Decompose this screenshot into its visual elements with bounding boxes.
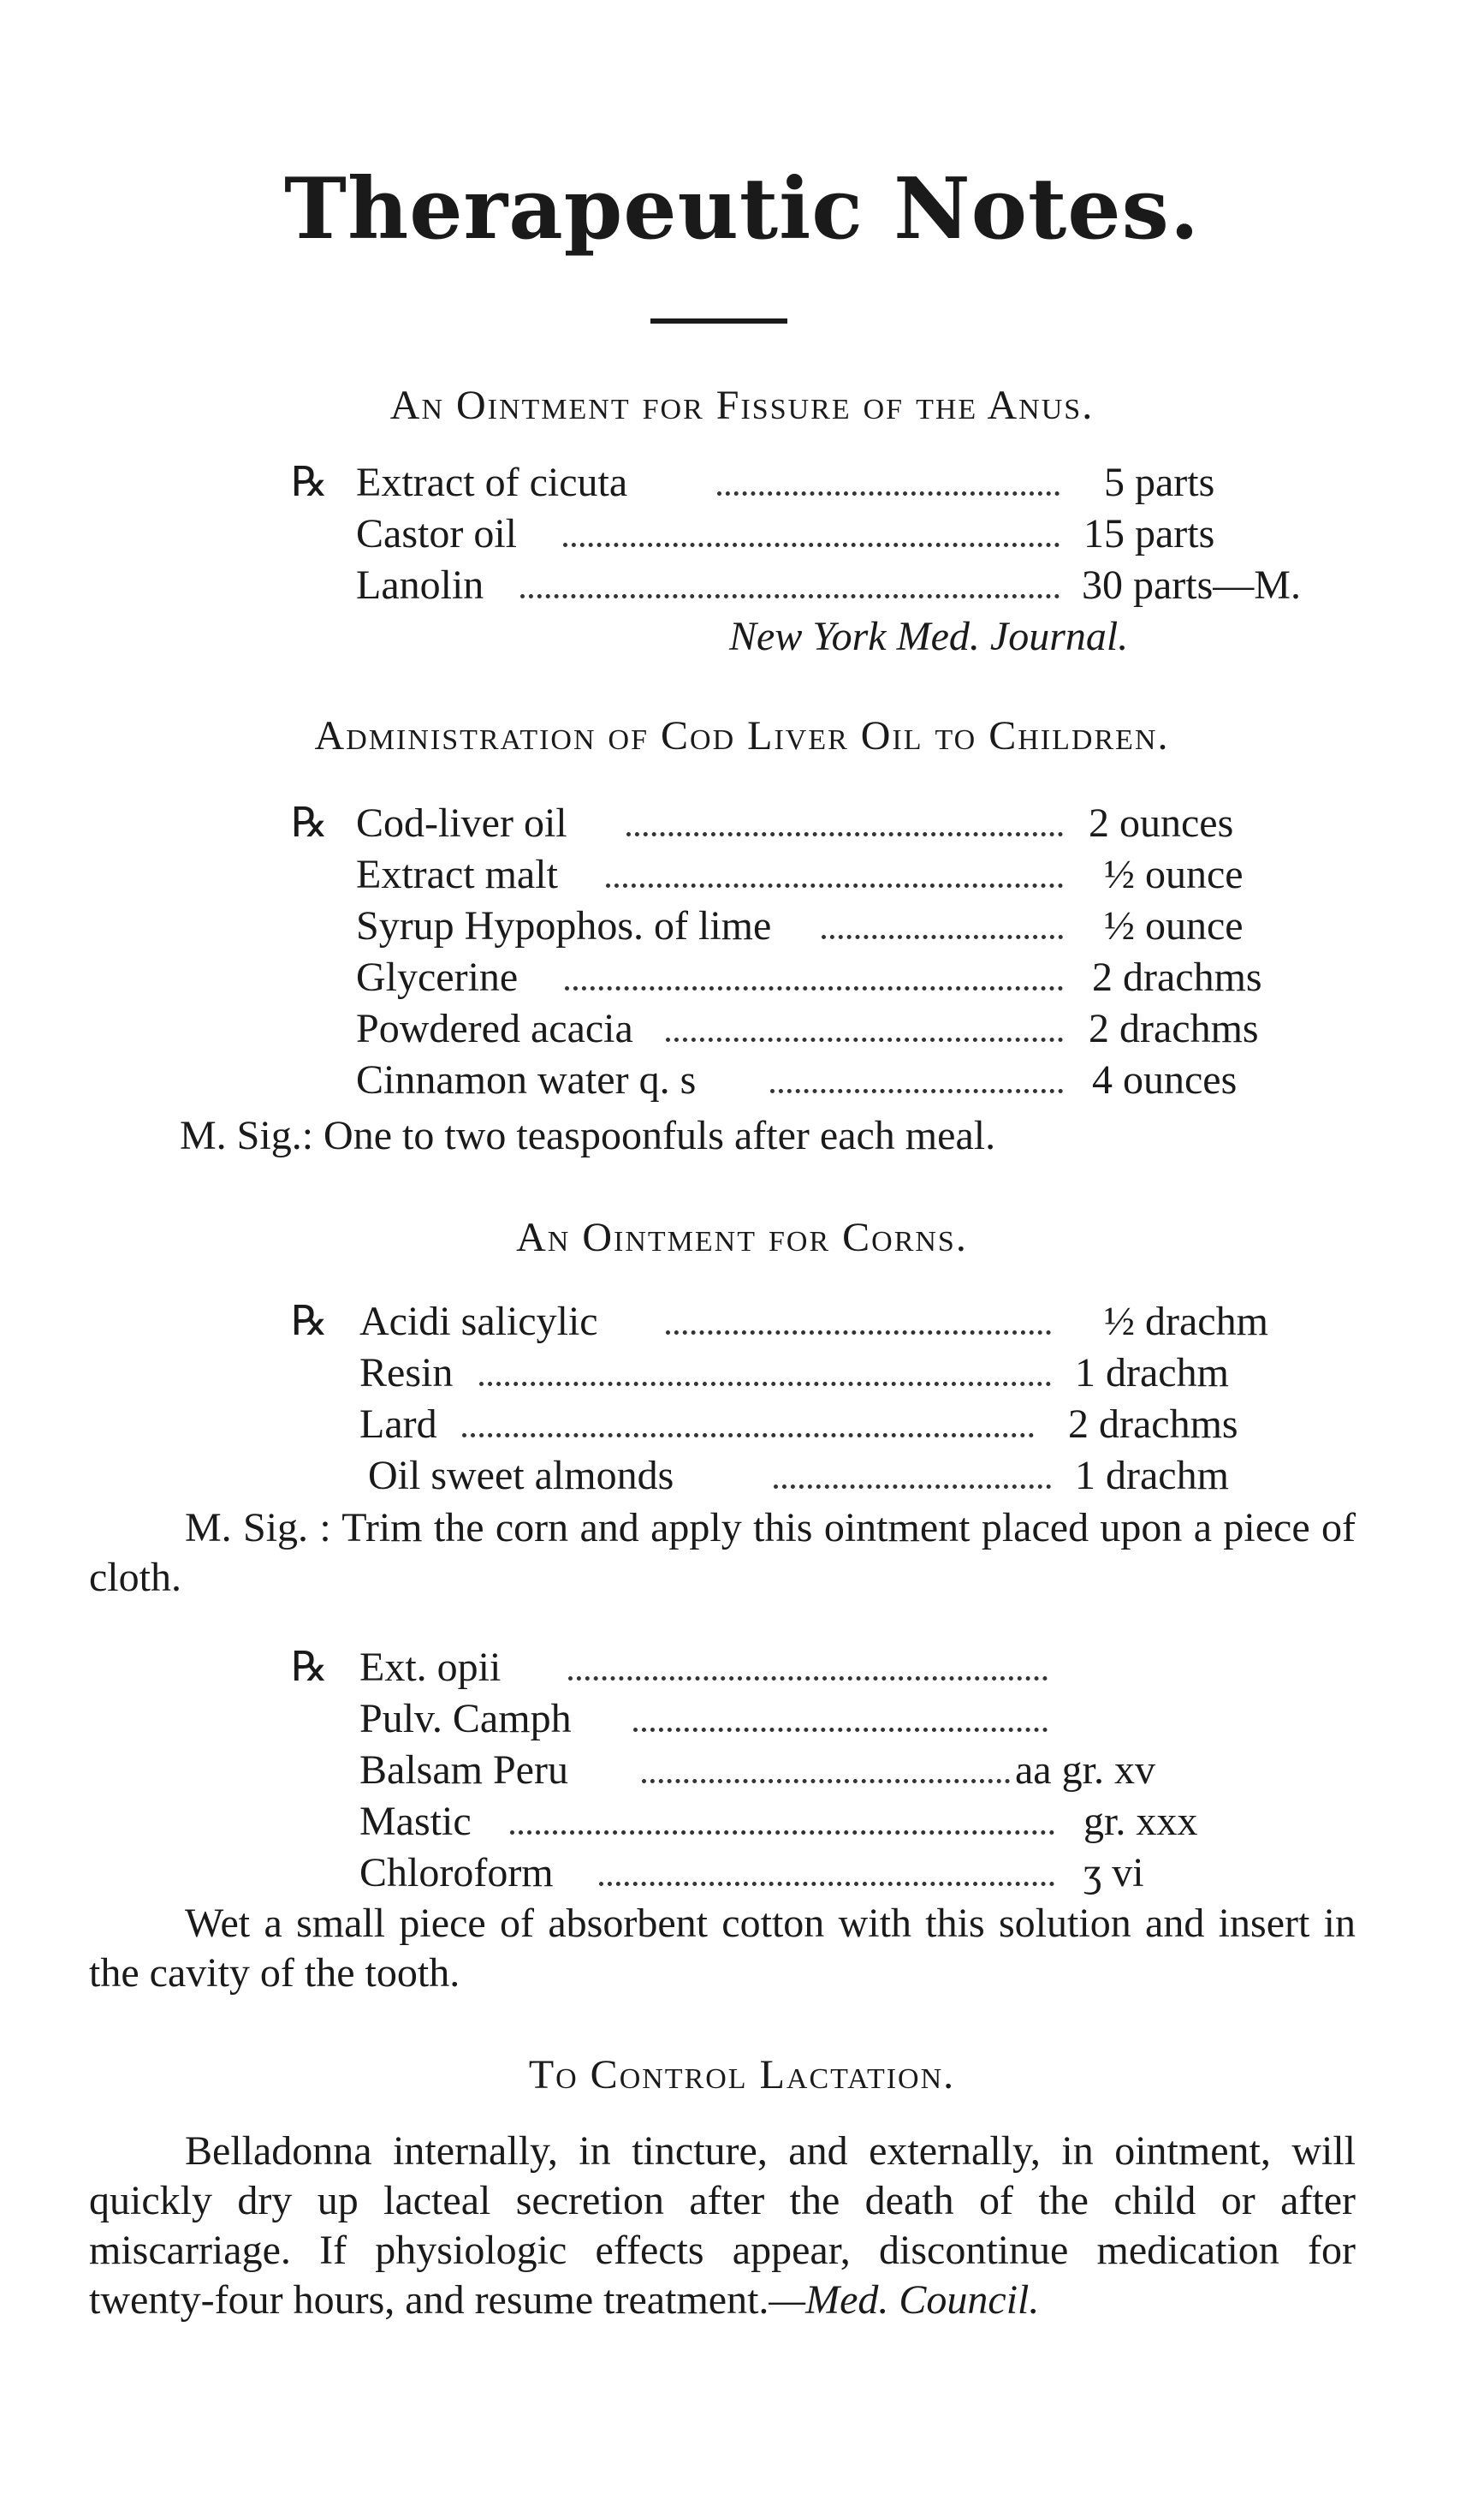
ingredient-name: Lard bbox=[359, 1401, 437, 1447]
rx-symbol: ℞ bbox=[291, 460, 329, 505]
section-heading-corns: An Ointment for Corns. bbox=[516, 1215, 968, 1260]
page-title: Therapeutic Notes. bbox=[284, 160, 1200, 259]
ingredient-name: Chloroform bbox=[359, 1850, 554, 1895]
ingredient-name: Oil sweet almonds bbox=[368, 1453, 674, 1498]
section-heading-lactation: To Control Lactation. bbox=[528, 2052, 956, 2097]
ingredient-name: Syrup Hypophos. of lime bbox=[356, 903, 772, 949]
ingredient-name: Mastic bbox=[359, 1799, 472, 1844]
leader-dots bbox=[510, 1789, 1054, 1835]
leader-dots bbox=[642, 1738, 1010, 1783]
section-heading-cod-liver-oil: Administration of Cod Liver Oil to Children. bbox=[314, 713, 1170, 759]
ingredient-name: Acidi salicylic bbox=[359, 1299, 598, 1344]
leader-dots bbox=[599, 1841, 1054, 1886]
leader-dots bbox=[626, 791, 1063, 836]
lactation-paragraph bbox=[89, 2127, 1356, 2325]
leader-dots bbox=[568, 1635, 1048, 1681]
ingredient-quantity: 2 drachms bbox=[1068, 1401, 1238, 1447]
leader-dots bbox=[774, 1443, 1051, 1489]
leader-dots bbox=[565, 945, 1063, 991]
ingredient-quantity: 1 drachm bbox=[1075, 1453, 1229, 1498]
leader-dots bbox=[563, 502, 1060, 547]
ingredient-name: Extract malt bbox=[356, 852, 558, 897]
section-heading-fissure: An Ointment for Fissure of the Anus. bbox=[389, 383, 1095, 428]
leader-dots bbox=[666, 1289, 1051, 1335]
leader-dots bbox=[633, 1687, 1048, 1732]
leader-dots bbox=[822, 894, 1063, 939]
leader-dots bbox=[770, 1048, 1063, 1093]
ingredient-quantity: 2 ounces bbox=[1089, 800, 1234, 846]
ingredient-name: Pulv. Camph bbox=[359, 1696, 572, 1741]
rx-symbol: ℞ bbox=[291, 1645, 329, 1690]
rx-symbol: ℞ bbox=[291, 800, 329, 846]
ingredient-quantity: 30 parts—M. bbox=[1082, 562, 1301, 608]
title-rule bbox=[650, 318, 787, 324]
lactation-text: Belladonna internally, in tincture, and externally, in ointment, will quickly dry up lacteal secretion after the death of the child or after miscarriage. If physiologic effects appear, discontinue medication for twenty-four hours, and resume treatment. bbox=[89, 2128, 1356, 2323]
ingredient-name: Extract of cicuta bbox=[356, 460, 628, 505]
ingredient-quantity: ½ ounce bbox=[1104, 903, 1244, 949]
ingredient-quantity: ½ ounce bbox=[1104, 852, 1244, 897]
leader-dots bbox=[666, 997, 1063, 1042]
leader-dots bbox=[462, 1392, 1034, 1437]
leader-dots bbox=[520, 553, 1060, 598]
ingredient-name: Resin bbox=[359, 1350, 454, 1395]
ingredient-quantity: 2 drachms bbox=[1089, 1006, 1259, 1051]
ingredient-name: Cod-liver oil bbox=[356, 800, 567, 846]
leader-dots bbox=[479, 1341, 1051, 1386]
ingredient-quantity: 4 ounces bbox=[1092, 1057, 1238, 1103]
ingredient-name: Powdered acacia bbox=[356, 1006, 633, 1051]
ingredient-name: Glycerine bbox=[356, 955, 519, 1000]
ingredient-quantity: 2 drachms bbox=[1092, 955, 1262, 1000]
ingredient-quantity: gr. xxx bbox=[1083, 1799, 1198, 1844]
ingredient-quantity: aa gr. xv bbox=[1015, 1747, 1155, 1793]
ingredient-quantity: 1 drachm bbox=[1075, 1350, 1229, 1395]
ingredient-quantity: ʒ vi bbox=[1083, 1850, 1144, 1895]
signature-directions: M. Sig. : Trim the corn and apply this ointment placed upon a piece of cloth. bbox=[89, 1505, 1356, 1600]
application-instructions: Wet a small piece of absorbent cotton with this solution and insert in the cavity of the tooth. bbox=[89, 1901, 1356, 1996]
rx-symbol: ℞ bbox=[291, 1299, 329, 1344]
ingredient-name: Lanolin bbox=[356, 562, 484, 608]
ingredient-name: Balsam Peru bbox=[359, 1747, 568, 1793]
ingredient-name: Castor oil bbox=[356, 511, 517, 556]
paragraph-source-citation: —Med. Council. bbox=[769, 2277, 1040, 2323]
leader-dots bbox=[717, 450, 1060, 496]
ingredient-name: Ext. opii bbox=[359, 1645, 502, 1690]
ingredient-name: Cinnamon water q. s bbox=[356, 1057, 697, 1103]
ingredient-quantity: ½ drachm bbox=[1104, 1299, 1268, 1344]
leader-dots bbox=[606, 842, 1063, 888]
ingredient-quantity: 15 parts bbox=[1083, 511, 1215, 556]
source-citation: New York Med. Journal. bbox=[729, 614, 1129, 659]
signature-directions: M. Sig.: One to two teaspoonfuls after each meal. bbox=[180, 1113, 996, 1158]
ingredient-quantity: 5 parts bbox=[1104, 460, 1215, 505]
